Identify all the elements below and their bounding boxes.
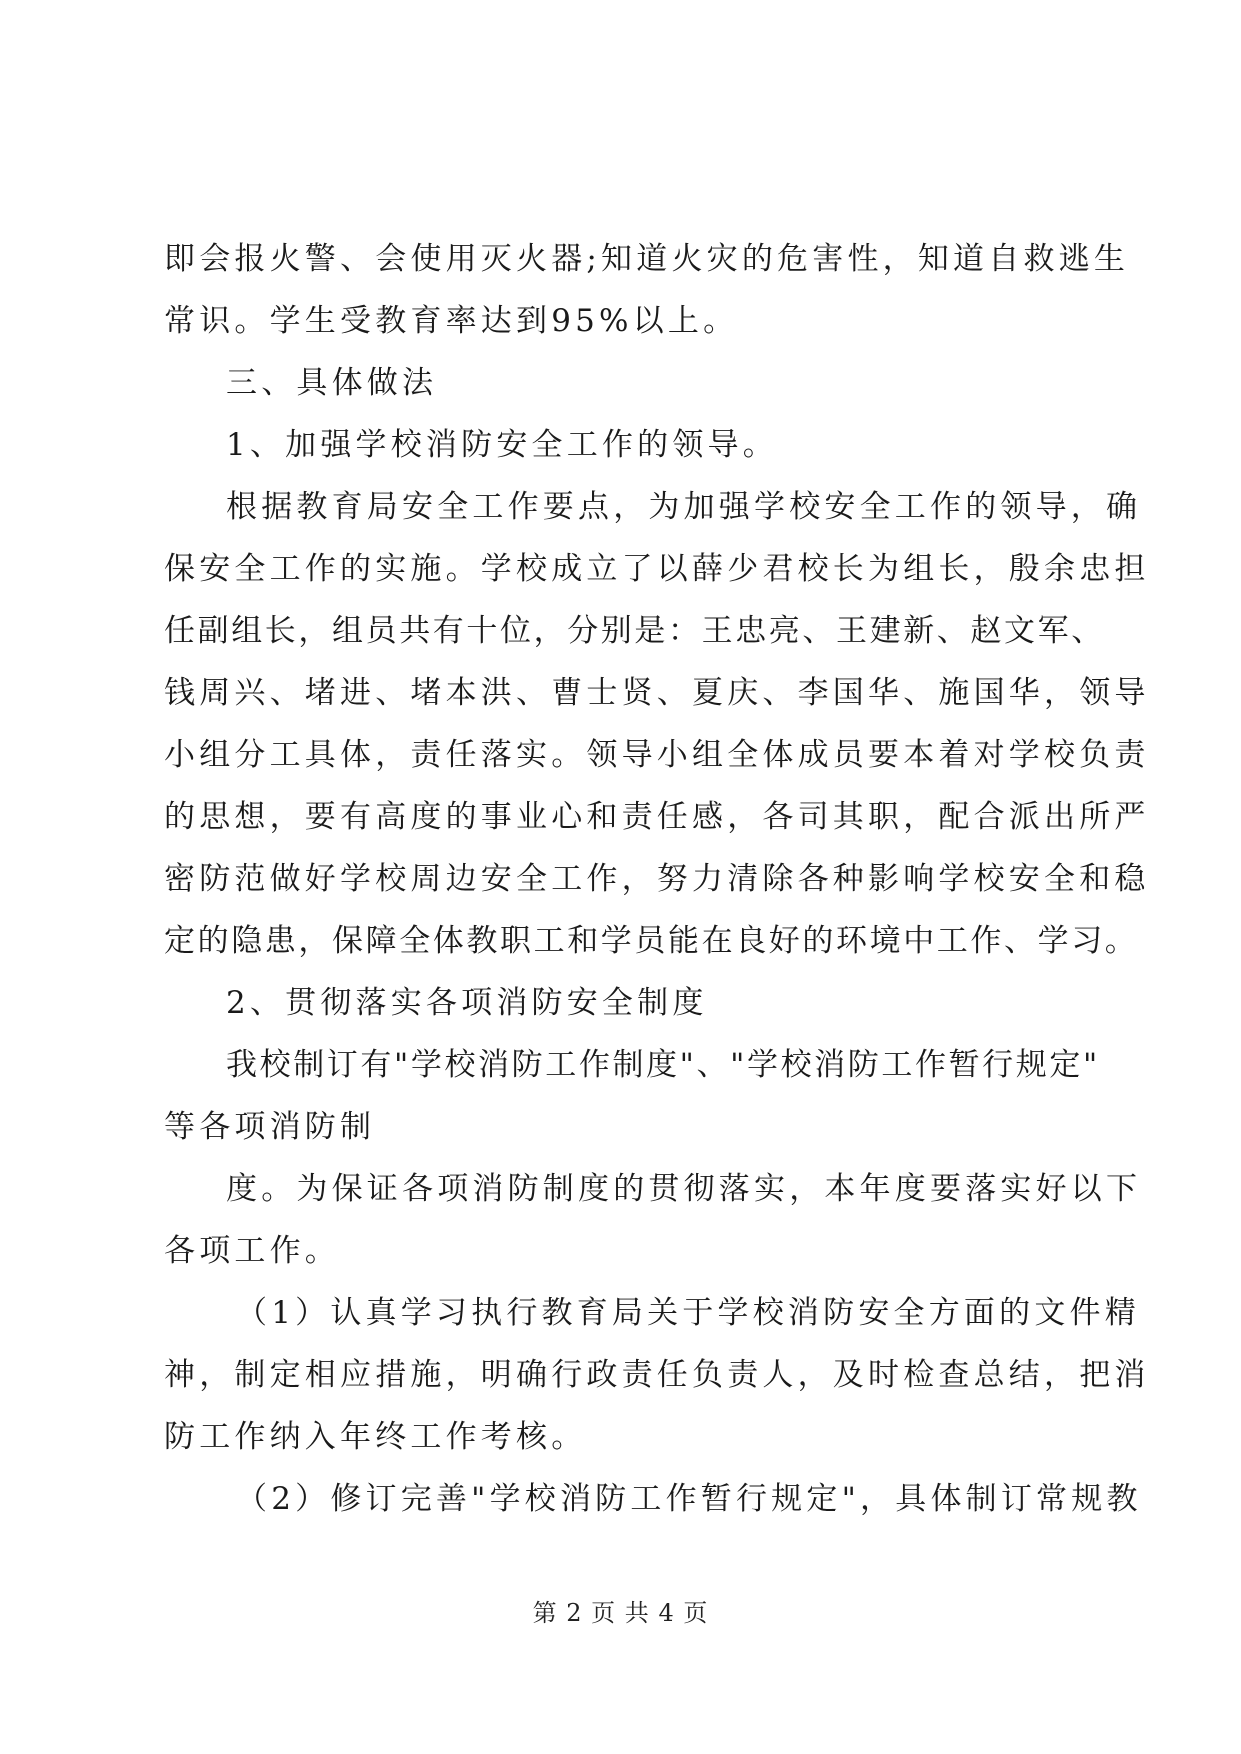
text-line: 小组分工具体，责任落实。领导小组全体成员要本着对学校负责 [164, 737, 1150, 773]
subsection-heading: 2、贯彻落实各项消防安全制度 [226, 985, 708, 1021]
text-line: 神，制定相应措施，明确行政责任负责人，及时检查总结，把消 [164, 1357, 1150, 1393]
document-body [164, 228, 1150, 1530]
subsection-heading: 1、加强学校消防安全工作的领导。 [226, 427, 778, 463]
text-line: 常识。学生受教育率达到95%以上。 [164, 303, 739, 339]
text-line: 保安全工作的实施。学校成立了以薛少君校长为组长，殷余忠担 [164, 551, 1150, 587]
page-number-footer: 第 2 页 共 4 页 [532, 1599, 709, 1627]
text-line: 等各项消防制 [164, 1109, 376, 1145]
text-line: 任副组长，组员共有十位，分别是：王忠亮、王建新、赵文军、 [164, 613, 1105, 649]
text-line: 度。为保证各项消防制度的贯彻落实，本年度要落实好以下 [226, 1171, 1142, 1207]
text-line: 定的隐患，保障全体教职工和学员能在良好的环境中工作、学习。 [164, 923, 1139, 959]
text-line: 的思想，要有高度的事业心和责任感，各司其职，配合派出所严 [164, 799, 1150, 835]
list-item: （2）修订完善"学校消防工作暂行规定"，具体制订常规教 [236, 1481, 1142, 1517]
text-line: 我校制订有"学校消防工作制度"、"学校消防工作暂行规定" [226, 1047, 1100, 1083]
text-line: 各项工作。 [164, 1233, 340, 1269]
text-line: 密防范做好学校周边安全工作，努力清除各种影响学校安全和稳 [164, 861, 1150, 897]
text-line: 防工作纳入年终工作考核。 [164, 1419, 587, 1455]
text-line: 根据教育局安全工作要点，为加强学校安全工作的领导，确 [226, 489, 1142, 525]
section-heading: 三、具体做法 [226, 365, 438, 401]
text-line: 钱周兴、堵进、堵本洪、曹士贤、夏庆、李国华、施国华，领导 [164, 675, 1150, 711]
list-item: （1）认真学习执行教育局关于学校消防安全方面的文件精 [236, 1295, 1140, 1331]
text-line: 即会报火警、会使用灭火器;知道火灾的危害性，知道自救逃生 [164, 241, 1130, 277]
